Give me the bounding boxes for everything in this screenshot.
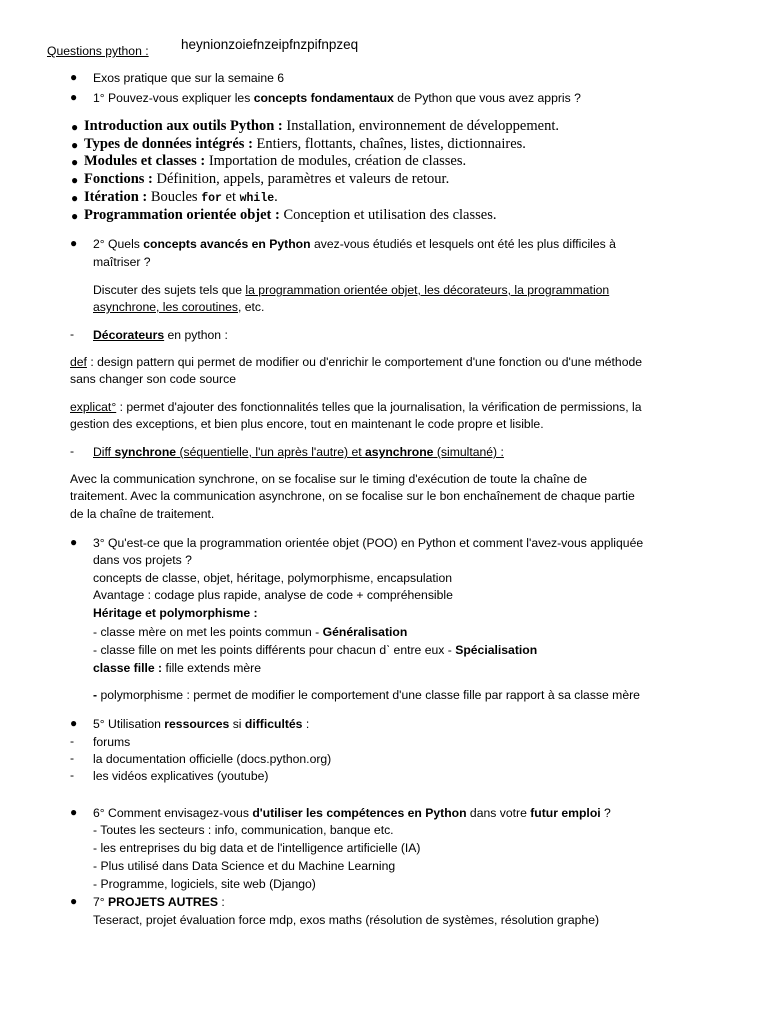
dash-marker: - <box>70 734 75 748</box>
bullet-icon: ● <box>70 805 78 819</box>
bullet-icon: ● <box>70 535 78 549</box>
bullet-icon: ● <box>70 90 78 104</box>
question-3-line: classe fille : fille extends mère <box>93 661 262 675</box>
decorateurs-heading: Décorateurs en python : <box>93 328 228 342</box>
diff-paragraph: traitement. Avec la communication asynchrone, on se focalise sur le bon enchaînement de chaque partie <box>70 489 635 503</box>
question-3-line: dans vos projets ? <box>93 553 192 567</box>
bullet-icon: ● <box>70 236 78 250</box>
question-3-line: - classe fille on met les points différents pour chacun dˋ entre eux - Spécialisation <box>93 643 538 657</box>
def-paragraph-line2: sans changer son code source <box>70 372 236 386</box>
intro-item: Exos pratique que sur la semaine 6 <box>93 71 285 85</box>
question-6: 6° Comment envisagez-vous d'utiliser les compétences en Python dans votre futur emploi ? <box>93 806 611 820</box>
diff-heading: Diff synchrone (séquentielle, l'un après l'autre) et asynchrone (simultané) : <box>93 445 504 459</box>
question-3: 3° Qu'est-ce que la programmation orientée objet (POO) en Python et comment l'avez-vous appliquée <box>93 536 644 550</box>
question-1: 1° Pouvez-vous expliquer les concepts fondamentaux de Python que vous avez appris ? <box>93 91 581 105</box>
bullet-icon: ● <box>71 191 79 205</box>
bullet-icon: ● <box>70 70 78 84</box>
question-3-line: Héritage et polymorphisme : <box>93 606 258 620</box>
question-3-line: Avantage : codage plus rapide, analyse de code + compréhensible <box>93 588 453 602</box>
question-6-line: - Plus utilisé dans Data Science et du Machine Learning <box>93 859 396 873</box>
fundamental-item: Introduction aux outils Python : Installation, environnement de développement. <box>84 118 559 134</box>
question-3-line: concepts de classe, objet, héritage, polymorphisme, encapsulation <box>93 571 453 585</box>
diff-paragraph: Avec la communication synchrone, on se focalise sur le timing d'exécution de toute la chaîne de <box>70 472 587 486</box>
bullet-icon: ● <box>70 894 78 908</box>
discuss-text: Discuter des sujets tels que la programmation orientée objet, les décorateurs, la programmation <box>93 283 610 297</box>
dash-marker: - <box>70 768 75 782</box>
dash-marker: - <box>70 751 75 765</box>
question-7: 7° PROJETS AUTRES : <box>93 895 225 909</box>
fundamental-item: Modules et classes : Importation de modules, création de classes. <box>84 153 467 169</box>
resource-item: la documentation officielle (docs.python.org) <box>93 752 332 766</box>
explication-paragraph: explicat° : permet d'ajouter des fonctionnalités telles que la journalisation, la vérification de permissions, la <box>70 400 642 414</box>
question-6-line: - les entreprises du big data et de l'intelligence artificielle (IA) <box>93 841 421 855</box>
fundamental-item: Types de données intégrés : Entiers, flottants, chaînes, listes, dictionnaires. <box>84 136 526 152</box>
dash-marker: - <box>70 444 75 458</box>
stray-text: heynionzoiefnzeipfnzpifnpzeq <box>181 37 359 52</box>
question-2-line2: maîtriser ? <box>93 255 151 269</box>
question-6-line: - Toutes les secteurs : info, communication, banque etc. <box>93 823 394 837</box>
question-7-line: Teseract, projet évaluation force mdp, exos maths (résolution de systèmes, résolution graphe) <box>93 913 600 927</box>
fundamental-item: Programmation orientée objet : Conception et utilisation des classes. <box>84 207 497 223</box>
bullet-icon: ● <box>71 209 79 223</box>
question-5: 5° Utilisation ressources si difficultés : <box>93 717 310 731</box>
resource-item: forums <box>93 735 131 749</box>
bullet-icon: ● <box>71 138 79 152</box>
fundamental-item: Fonctions : Définition, appels, paramètres et valeurs de retour. <box>84 171 450 187</box>
explication-paragraph-line2: gestion des exceptions, et bien plus encore, tout en maintenant le code propre et lisible. <box>70 417 544 431</box>
bullet-icon: ● <box>71 120 79 134</box>
def-paragraph: def : design pattern qui permet de modifier ou d'enrichir le comportement d'une fonction ou d'une méthode <box>70 355 643 369</box>
bullet-icon: ● <box>71 155 79 169</box>
bullet-icon: ● <box>71 173 79 187</box>
question-6-line: - Programme, logiciels, site web (Django) <box>93 877 316 891</box>
questions-label: Questions python : <box>47 44 149 58</box>
discuss-text-line2: asynchrone, les coroutines, etc. <box>93 300 265 314</box>
question-3-line: - polymorphisme : permet de modifier le comportement d'une classe fille par rapport à sa classe mère <box>93 688 640 702</box>
fundamental-item: Itération : Boucles for et while. <box>84 189 278 205</box>
bullet-icon: ● <box>70 716 78 730</box>
dash-marker: - <box>70 327 75 341</box>
question-3-line: - classe mère on met les points commun - Généralisation <box>93 625 408 639</box>
question-2: 2° Quels concepts avancés en Python avez-vous étudiés et lesquels ont été les plus difficiles à <box>93 237 616 251</box>
diff-paragraph: de la chaîne de traitement. <box>70 507 215 521</box>
resource-item: les vidéos explicatives (youtube) <box>93 769 269 783</box>
